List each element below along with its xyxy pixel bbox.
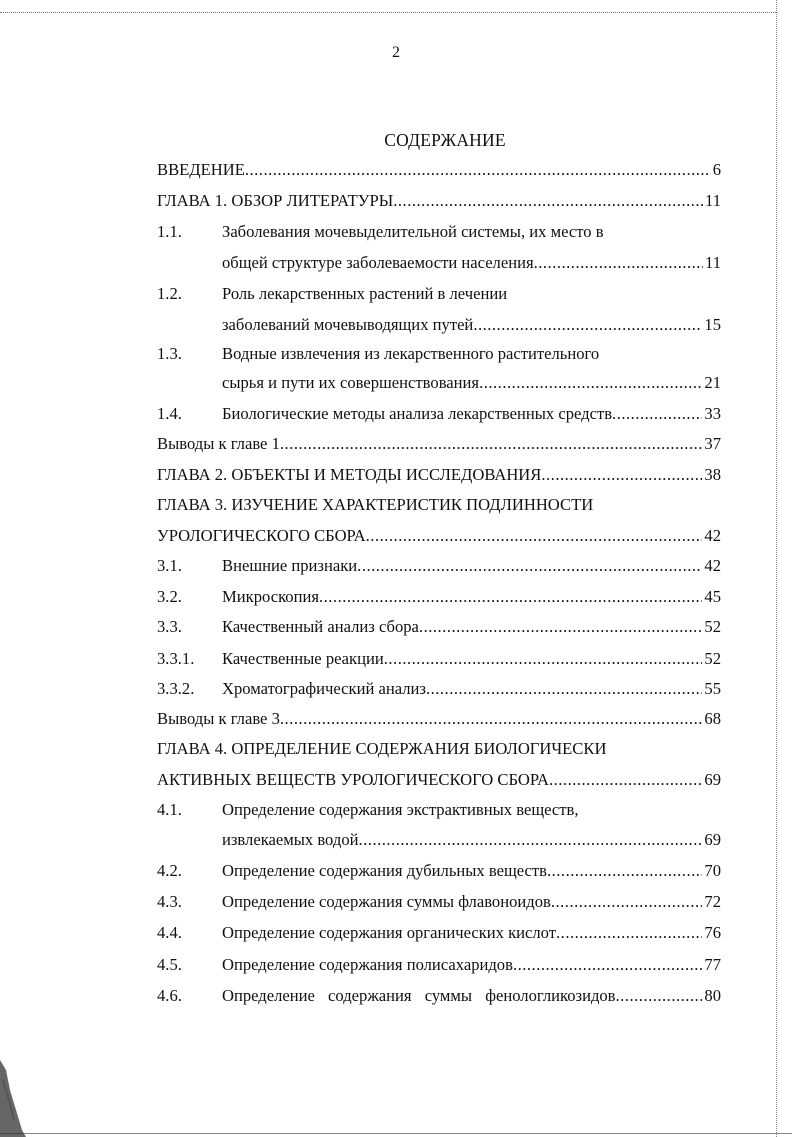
toc-entry-title: Определение содержания полисахаридов	[222, 955, 513, 974]
toc-entry	[157, 769, 721, 791]
toc-entry	[157, 190, 721, 212]
toc-page-number: 72	[704, 892, 721, 911]
toc-entry-body	[222, 829, 721, 851]
toc-entry	[157, 372, 721, 394]
toc-dot-leader	[426, 678, 702, 700]
toc-dot-leader	[393, 190, 703, 212]
toc-entry-number: 4.6.	[157, 986, 182, 1005]
toc-page-number: 55	[704, 679, 721, 698]
toc-dot-leader	[280, 708, 703, 730]
toc-page-number: 21	[704, 373, 721, 392]
toc-entry-title: Хроматографический анализ	[222, 679, 426, 698]
toc-entry-number: 4.4.	[157, 923, 182, 942]
toc-entry-title: Микроскопия	[222, 587, 319, 606]
toc-entry	[157, 648, 721, 670]
toc-entry	[157, 954, 721, 976]
toc-entry-body	[222, 283, 721, 305]
toc-entry-body	[222, 314, 721, 336]
toc-entry-body	[222, 372, 721, 394]
toc-page-number: 37	[704, 434, 721, 453]
toc-entry-body	[222, 221, 721, 243]
toc-entry-title: заболеваний мочевыводящих путей	[222, 315, 474, 334]
toc-entry-body	[222, 403, 721, 425]
toc-dot-leader	[534, 252, 703, 274]
toc-entry	[157, 738, 721, 760]
toc-entry-body	[222, 343, 721, 365]
scan-edge-top	[0, 12, 778, 14]
toc-page-number: 69	[704, 770, 721, 789]
toc-page-number: 52	[704, 617, 721, 636]
toc-entry	[157, 678, 721, 700]
toc-entry-title: Заболевания мочевыделительной системы, их место в	[222, 222, 604, 241]
toc-entry	[157, 985, 721, 1007]
toc-dot-leader	[541, 464, 702, 486]
toc-entry-title: Определение содержания суммы фенологликозидов	[222, 986, 616, 1005]
toc-entry-body	[157, 159, 721, 181]
toc-page-number: 80	[704, 986, 721, 1005]
toc-entry	[157, 799, 721, 821]
toc-dot-leader	[612, 403, 702, 425]
toc-dot-leader	[357, 555, 702, 577]
toc-dot-leader	[366, 525, 703, 547]
toc-entry-number: 4.3.	[157, 892, 182, 911]
toc-dot-leader	[280, 433, 703, 455]
toc-entry	[157, 555, 721, 577]
toc-entry-title: Определение содержания органических кислот	[222, 923, 557, 942]
toc-entry-body	[222, 860, 721, 882]
toc-entry-title: Качественные реакции	[222, 649, 384, 668]
toc-entry-title: Определение содержания суммы флавоноидов	[222, 892, 551, 911]
toc-entry-number: 1.1.	[157, 222, 182, 241]
toc-page-number: 68	[704, 709, 721, 728]
toc-dot-leader	[473, 314, 702, 336]
toc-dot-leader	[551, 891, 703, 913]
toc-entry	[157, 252, 721, 274]
toc-page-number: 11	[705, 191, 721, 210]
toc-dot-leader	[513, 954, 702, 976]
toc-entry	[157, 464, 721, 486]
toc-entry-title: Выводы к главе 1	[157, 434, 280, 453]
toc-page-number: 33	[704, 404, 721, 423]
scan-smudge	[0, 1060, 40, 1137]
toc-page-number: 70	[704, 861, 721, 880]
toc-entry-body	[222, 586, 721, 608]
toc-entry-title: Водные извлечения из лекарственного растительного	[222, 344, 600, 363]
toc-entry-title: ВВЕДЕНИЕ	[157, 160, 245, 179]
toc-entry-number: 4.2.	[157, 861, 182, 880]
toc-dot-leader	[547, 860, 702, 882]
page-title: СОДЕРЖАНИЕ	[384, 130, 506, 150]
toc-entry	[157, 525, 721, 547]
toc-entry-title: Внешние признаки	[222, 556, 358, 575]
toc-entry-title: общей структуре заболеваемости населения	[222, 253, 534, 272]
toc-entry	[157, 433, 721, 455]
toc-entry-body	[222, 954, 721, 976]
toc-entry-title: ГЛАВА 2. ОБЪЕКТЫ И МЕТОДЫ ИССЛЕДОВАНИЯ	[157, 465, 542, 484]
toc-entry-number: 1.4.	[157, 404, 182, 423]
scan-edge-right	[776, 0, 778, 1137]
toc-entry-number: 4.5.	[157, 955, 182, 974]
toc-page-number: 38	[704, 465, 721, 484]
toc-page-number: 15	[704, 315, 721, 334]
toc-entry	[157, 403, 721, 425]
toc-page-number: 6	[712, 160, 721, 179]
toc-entry-number: 1.2.	[157, 284, 182, 303]
toc-entry-number: 3.1.	[157, 556, 182, 575]
toc-entry-body	[222, 985, 721, 1007]
toc-entry-body	[222, 678, 721, 700]
toc-page-number: 69	[704, 830, 721, 849]
toc-entry	[157, 314, 721, 336]
toc-entry-number: 3.3.	[157, 617, 182, 636]
toc-entry-title: ГЛАВА 1. ОБЗОР ЛИТЕРАТУРЫ	[157, 191, 394, 210]
toc-page-number: 52	[704, 649, 721, 668]
scan-edge-bottom	[0, 1133, 792, 1134]
toc-dot-leader	[245, 159, 711, 181]
toc-dot-leader	[616, 985, 703, 1007]
toc-entry-title: Определение содержания дубильных веществ	[222, 861, 547, 880]
toc-entry-title: УРОЛОГИЧЕСКОГО СБОРА	[157, 526, 366, 545]
toc-entry-title: Выводы к главе 3	[157, 709, 280, 728]
toc-entry-number: 1.3.	[157, 344, 182, 363]
toc-entry-title: ГЛАВА 3. ИЗУЧЕНИЕ ХАРАКТЕРИСТИК ПОДЛИННОСТИ	[157, 495, 594, 514]
toc-entry	[157, 891, 721, 913]
toc-entry	[157, 221, 721, 243]
toc-dot-leader	[384, 648, 703, 670]
toc-entry-title: Определение содержания экстрактивных веществ,	[222, 800, 579, 819]
toc-entry	[157, 708, 721, 730]
toc-entry-body	[157, 464, 721, 486]
toc-entry-body	[157, 769, 721, 791]
toc-entry-title: сырья и пути их совершенствования	[222, 373, 480, 392]
toc-entry-number: 4.1.	[157, 800, 182, 819]
toc-entry	[157, 922, 721, 944]
toc-entry-title: ГЛАВА 4. ОПРЕДЕЛЕНИЕ СОДЕРЖАНИЯ БИОЛОГИЧЕСКИ	[157, 739, 607, 758]
toc-entry-body	[222, 252, 721, 274]
toc-dot-leader	[479, 372, 702, 394]
toc-dot-leader	[419, 616, 702, 638]
toc-entry-title: Качественный анализ сбора	[222, 617, 419, 636]
toc-entry-body	[157, 708, 721, 730]
toc-page-number: 76	[704, 923, 721, 942]
toc-page-number: 45	[704, 587, 721, 606]
toc-entry-body	[157, 738, 721, 760]
toc-entry-number: 3.3.1.	[157, 649, 195, 668]
toc-entry	[157, 283, 721, 305]
toc-entry-body	[222, 891, 721, 913]
toc-entry-body	[222, 799, 721, 821]
toc-entry-body	[222, 555, 721, 577]
toc-entry	[157, 159, 721, 181]
toc-entry-body	[222, 648, 721, 670]
toc-entry-number: 3.2.	[157, 587, 182, 606]
toc-entry	[157, 586, 721, 608]
toc-page-number: 42	[704, 526, 721, 545]
toc-entry	[157, 860, 721, 882]
toc-page-number: 42	[704, 556, 721, 575]
toc-entry-title: Роль лекарственных растений в лечении	[222, 284, 508, 303]
toc-dot-leader	[359, 829, 703, 851]
toc-dot-leader	[549, 769, 702, 791]
toc-page-number: 77	[704, 955, 721, 974]
toc-entry-body	[222, 616, 721, 638]
toc-entry-title: АКТИВНЫХ ВЕЩЕСТВ УРОЛОГИЧЕСКОГО СБОРА	[157, 770, 549, 789]
page-number: 2	[392, 44, 400, 61]
toc-dot-leader	[556, 922, 702, 944]
toc-entry-body	[157, 433, 721, 455]
toc-entry-body	[157, 190, 721, 212]
toc-entry-body	[157, 494, 721, 516]
toc-entry-body	[157, 525, 721, 547]
toc-entry-number: 3.3.2.	[157, 679, 195, 698]
toc-entry	[157, 829, 721, 851]
toc-entry-title: Биологические методы анализа лекарственных средств	[222, 404, 613, 423]
toc-entry	[157, 343, 721, 365]
toc-page-number: 11	[705, 253, 721, 272]
toc-entry-title: извлекаемых водой	[222, 830, 359, 849]
toc-entry-body	[222, 922, 721, 944]
toc-entry	[157, 494, 721, 516]
toc-entry	[157, 616, 721, 638]
toc-dot-leader	[319, 586, 702, 608]
